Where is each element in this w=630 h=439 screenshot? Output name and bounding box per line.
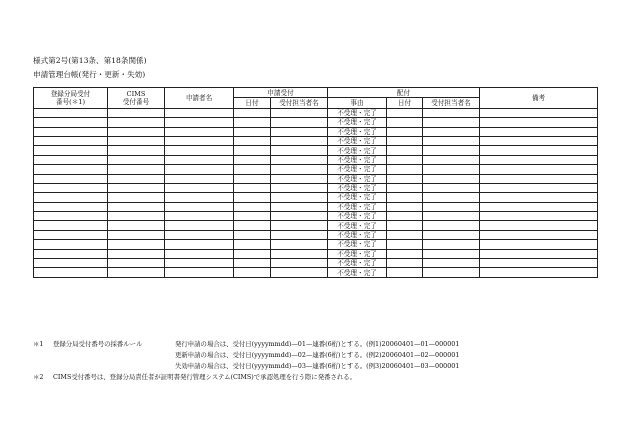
header-reception-staff: 受付担当者名 bbox=[271, 98, 328, 108]
cell-delivery-staff bbox=[423, 240, 480, 249]
cell-delivery-staff bbox=[423, 268, 480, 277]
cell-remarks bbox=[480, 108, 598, 117]
table-row bbox=[34, 146, 598, 155]
cell-remarks bbox=[480, 240, 598, 249]
cell-delivery-reason: 不受理・完了 bbox=[328, 212, 387, 221]
cell-delivery-staff bbox=[423, 221, 480, 230]
cell-cims-no bbox=[108, 118, 165, 127]
cell-reg-no bbox=[34, 146, 108, 155]
cell-delivery-staff bbox=[423, 155, 480, 164]
cell-delivery-staff bbox=[423, 202, 480, 211]
cell-delivery-date bbox=[387, 155, 423, 164]
cell-delivery-date bbox=[387, 193, 423, 202]
cell-reception-staff bbox=[271, 136, 328, 145]
cell-cims-no bbox=[108, 230, 165, 239]
cell-delivery-staff bbox=[423, 118, 480, 127]
cell-delivery-date bbox=[387, 183, 423, 192]
cell-reg-no bbox=[34, 249, 108, 258]
header-reg-no-line2: 番号(＊1) bbox=[55, 97, 86, 106]
cell-reg-no bbox=[34, 165, 108, 174]
header-cims-line2: 受付番号 bbox=[122, 97, 150, 106]
cell-reception-date bbox=[234, 240, 271, 249]
cell-remarks bbox=[480, 212, 598, 221]
cell-delivery-date bbox=[387, 230, 423, 239]
cell-applicant bbox=[165, 193, 234, 202]
footnote-1-line1: 発行申請の場合は、受付日(yyyymmdd)—01—連番(6桁)とする。(例1)20060401—01—000001 bbox=[175, 340, 460, 348]
cell-delivery-date bbox=[387, 259, 423, 268]
cell-reg-no bbox=[34, 268, 108, 277]
cell-remarks bbox=[480, 183, 598, 192]
table-row bbox=[34, 249, 598, 258]
cell-reception-date bbox=[234, 136, 271, 145]
cell-reception-staff bbox=[271, 127, 328, 136]
cell-delivery-date bbox=[387, 249, 423, 258]
cell-cims-no bbox=[108, 212, 165, 221]
cell-remarks bbox=[480, 268, 598, 277]
cell-reception-staff bbox=[271, 108, 328, 117]
cell-remarks bbox=[480, 221, 598, 230]
cell-reception-staff bbox=[271, 212, 328, 221]
cell-cims-no bbox=[108, 155, 165, 164]
cell-cims-no bbox=[108, 268, 165, 277]
cell-delivery-reason: 不受理・完了 bbox=[328, 259, 387, 268]
cell-reception-staff bbox=[271, 146, 328, 155]
header-applicant: 申請者名 bbox=[165, 88, 234, 109]
cell-cims-no bbox=[108, 249, 165, 258]
cell-cims-no bbox=[108, 183, 165, 192]
cell-delivery-reason: 不受理・完了 bbox=[328, 240, 387, 249]
table-row bbox=[34, 240, 598, 249]
cell-reception-date bbox=[234, 221, 271, 230]
cell-cims-no bbox=[108, 127, 165, 136]
table-row bbox=[34, 127, 598, 136]
cell-delivery-reason: 不受理・完了 bbox=[328, 165, 387, 174]
ledger-title: 申請管理台帳(発行・更新・失効) bbox=[33, 70, 146, 79]
cell-reg-no bbox=[34, 259, 108, 268]
cell-remarks bbox=[480, 259, 598, 268]
cell-reception-staff bbox=[271, 268, 328, 277]
table-row bbox=[34, 118, 598, 127]
cell-delivery-date bbox=[387, 212, 423, 221]
cell-reception-date bbox=[234, 268, 271, 277]
cell-delivery-reason: 不受理・完了 bbox=[328, 221, 387, 230]
cell-reception-staff bbox=[271, 202, 328, 211]
cell-reg-no bbox=[34, 183, 108, 192]
cell-reception-staff bbox=[271, 249, 328, 258]
cell-remarks bbox=[480, 249, 598, 258]
cell-delivery-staff bbox=[423, 165, 480, 174]
cell-remarks bbox=[480, 165, 598, 174]
header-reception-date: 日付 bbox=[234, 98, 271, 108]
cell-reg-no bbox=[34, 202, 108, 211]
cell-remarks bbox=[480, 230, 598, 239]
table-row bbox=[34, 155, 598, 164]
cell-delivery-staff bbox=[423, 136, 480, 145]
header-delivery-staff: 受付担当者名 bbox=[423, 98, 480, 108]
cell-reg-no bbox=[34, 174, 108, 183]
cell-delivery-date bbox=[387, 118, 423, 127]
cell-cims-no bbox=[108, 146, 165, 155]
cell-reception-date bbox=[234, 249, 271, 258]
header-reg-no bbox=[34, 88, 108, 109]
cell-reception-staff bbox=[271, 193, 328, 202]
cell-delivery-date bbox=[387, 108, 423, 117]
cell-reception-staff bbox=[271, 165, 328, 174]
cell-delivery-reason: 不受理・完了 bbox=[328, 193, 387, 202]
header-delivery-reason: 事由 bbox=[328, 98, 387, 108]
cell-cims-no bbox=[108, 136, 165, 145]
cell-reception-date bbox=[234, 193, 271, 202]
cell-delivery-staff bbox=[423, 249, 480, 258]
cell-reception-date bbox=[234, 202, 271, 211]
cell-reg-no bbox=[34, 108, 108, 117]
cell-delivery-staff bbox=[423, 127, 480, 136]
cell-delivery-date bbox=[387, 136, 423, 145]
cell-delivery-staff bbox=[423, 108, 480, 117]
cell-delivery-date bbox=[387, 240, 423, 249]
cell-reg-no bbox=[34, 240, 108, 249]
cell-cims-no bbox=[108, 108, 165, 117]
ledger-body bbox=[34, 108, 598, 277]
table-row bbox=[34, 202, 598, 211]
header-remarks: 備考 bbox=[480, 88, 598, 109]
cell-delivery-date bbox=[387, 202, 423, 211]
cell-applicant bbox=[165, 146, 234, 155]
cell-remarks bbox=[480, 127, 598, 136]
table-row bbox=[34, 221, 598, 230]
cell-delivery-staff bbox=[423, 212, 480, 221]
cell-delivery-reason: 不受理・完了 bbox=[328, 136, 387, 145]
footnote-1-label: 登録分局受付番号の採番ルール bbox=[53, 340, 143, 348]
cell-delivery-staff bbox=[423, 146, 480, 155]
cell-cims-no bbox=[108, 193, 165, 202]
table-row bbox=[34, 174, 598, 183]
cell-reception-date bbox=[234, 146, 271, 155]
cell-reception-date bbox=[234, 155, 271, 164]
cell-delivery-staff bbox=[423, 174, 480, 183]
cell-reception-date bbox=[234, 118, 271, 127]
cell-applicant bbox=[165, 240, 234, 249]
cell-delivery-reason: 不受理・完了 bbox=[328, 146, 387, 155]
cell-applicant bbox=[165, 127, 234, 136]
cell-delivery-staff bbox=[423, 193, 480, 202]
table-row bbox=[34, 183, 598, 192]
cell-applicant bbox=[165, 136, 234, 145]
cell-remarks bbox=[480, 136, 598, 145]
cell-delivery-date bbox=[387, 165, 423, 174]
cell-reception-staff bbox=[271, 118, 328, 127]
cell-delivery-reason: 不受理・完了 bbox=[328, 127, 387, 136]
cell-applicant bbox=[165, 165, 234, 174]
cell-cims-no bbox=[108, 221, 165, 230]
form-number: 様式第2号(第13条、第18条関係) bbox=[33, 56, 147, 65]
table-row bbox=[34, 268, 598, 277]
cell-applicant bbox=[165, 249, 234, 258]
cell-applicant bbox=[165, 230, 234, 239]
cell-reception-date bbox=[234, 174, 271, 183]
cell-delivery-reason: 不受理・完了 bbox=[328, 230, 387, 239]
cell-reg-no bbox=[34, 221, 108, 230]
cell-delivery-staff bbox=[423, 230, 480, 239]
cell-delivery-reason: 不受理・完了 bbox=[328, 118, 387, 127]
cell-reception-staff bbox=[271, 221, 328, 230]
table-row bbox=[34, 193, 598, 202]
cell-applicant bbox=[165, 202, 234, 211]
cell-delivery-reason: 不受理・完了 bbox=[328, 108, 387, 117]
cell-applicant bbox=[165, 183, 234, 192]
cell-applicant bbox=[165, 221, 234, 230]
ledger-table bbox=[33, 87, 598, 278]
cell-reception-date bbox=[234, 183, 271, 192]
cell-reception-staff bbox=[271, 259, 328, 268]
cell-remarks bbox=[480, 193, 598, 202]
cell-applicant bbox=[165, 108, 234, 117]
cell-reception-staff bbox=[271, 230, 328, 239]
cell-remarks bbox=[480, 146, 598, 155]
cell-reception-staff bbox=[271, 174, 328, 183]
cell-delivery-date bbox=[387, 268, 423, 277]
header-cims bbox=[108, 88, 165, 109]
cell-cims-no bbox=[108, 240, 165, 249]
cell-delivery-staff bbox=[423, 183, 480, 192]
cell-applicant bbox=[165, 174, 234, 183]
cell-remarks bbox=[480, 155, 598, 164]
table-row bbox=[34, 230, 598, 239]
cell-delivery-date bbox=[387, 127, 423, 136]
cell-delivery-staff bbox=[423, 259, 480, 268]
cell-applicant bbox=[165, 155, 234, 164]
cell-cims-no bbox=[108, 202, 165, 211]
cell-reg-no bbox=[34, 127, 108, 136]
footnote-1-mark: ＊1 bbox=[33, 340, 44, 348]
cell-cims-no bbox=[108, 174, 165, 183]
cell-reception-staff bbox=[271, 183, 328, 192]
cell-applicant bbox=[165, 118, 234, 127]
cell-reg-no bbox=[34, 230, 108, 239]
footnote-1-line2: 更新申請の場合は、受付日(yyyymmdd)—02—連番(6桁)とする。(例2)20060401—02—000001 bbox=[175, 351, 460, 359]
cell-delivery-reason: 不受理・完了 bbox=[328, 174, 387, 183]
cell-reception-date bbox=[234, 212, 271, 221]
table-row bbox=[34, 136, 598, 145]
header-reception: 申請受付 bbox=[234, 88, 328, 98]
cell-reg-no bbox=[34, 136, 108, 145]
table-row bbox=[34, 165, 598, 174]
cell-remarks bbox=[480, 174, 598, 183]
cell-delivery-reason: 不受理・完了 bbox=[328, 249, 387, 258]
cell-delivery-reason: 不受理・完了 bbox=[328, 202, 387, 211]
cell-delivery-reason: 不受理・完了 bbox=[328, 183, 387, 192]
table-row bbox=[34, 108, 598, 117]
cell-cims-no bbox=[108, 165, 165, 174]
cell-delivery-reason: 不受理・完了 bbox=[328, 268, 387, 277]
cell-applicant bbox=[165, 259, 234, 268]
cell-reception-staff bbox=[271, 155, 328, 164]
cell-reg-no bbox=[34, 193, 108, 202]
footnote-1-line3: 失効申請の場合は、受付日(yyyymmdd)—03—連番(6桁)とする。(例3)20060401—03—000001 bbox=[175, 362, 460, 370]
cell-delivery-date bbox=[387, 174, 423, 183]
table-row bbox=[34, 259, 598, 268]
cell-remarks bbox=[480, 202, 598, 211]
cell-reception-date bbox=[234, 165, 271, 174]
cell-delivery-date bbox=[387, 146, 423, 155]
table-row bbox=[34, 212, 598, 221]
header-delivery-date: 日付 bbox=[387, 98, 423, 108]
header-cims-line1: CIMS bbox=[126, 89, 146, 98]
cell-reg-no bbox=[34, 212, 108, 221]
cell-reception-date bbox=[234, 259, 271, 268]
cell-delivery-reason: 不受理・完了 bbox=[328, 155, 387, 164]
footnote-2-mark: ＊2 bbox=[33, 373, 44, 381]
cell-reg-no bbox=[34, 155, 108, 164]
footnote-2-text: CIMS受付番号は、登録分局責任者が証明書発行管理システム(CIMS)で承認処理を行う際に発番される。 bbox=[53, 373, 357, 381]
cell-applicant bbox=[165, 212, 234, 221]
cell-reception-date bbox=[234, 108, 271, 117]
cell-applicant bbox=[165, 268, 234, 277]
header-delivery: 配付 bbox=[328, 88, 480, 98]
cell-reg-no bbox=[34, 118, 108, 127]
header-reg-no-line1: 登録分局受付 bbox=[50, 89, 91, 98]
cell-remarks bbox=[480, 118, 598, 127]
cell-reception-staff bbox=[271, 240, 328, 249]
cell-reception-date bbox=[234, 127, 271, 136]
cell-reception-date bbox=[234, 230, 271, 239]
cell-delivery-date bbox=[387, 221, 423, 230]
cell-cims-no bbox=[108, 259, 165, 268]
